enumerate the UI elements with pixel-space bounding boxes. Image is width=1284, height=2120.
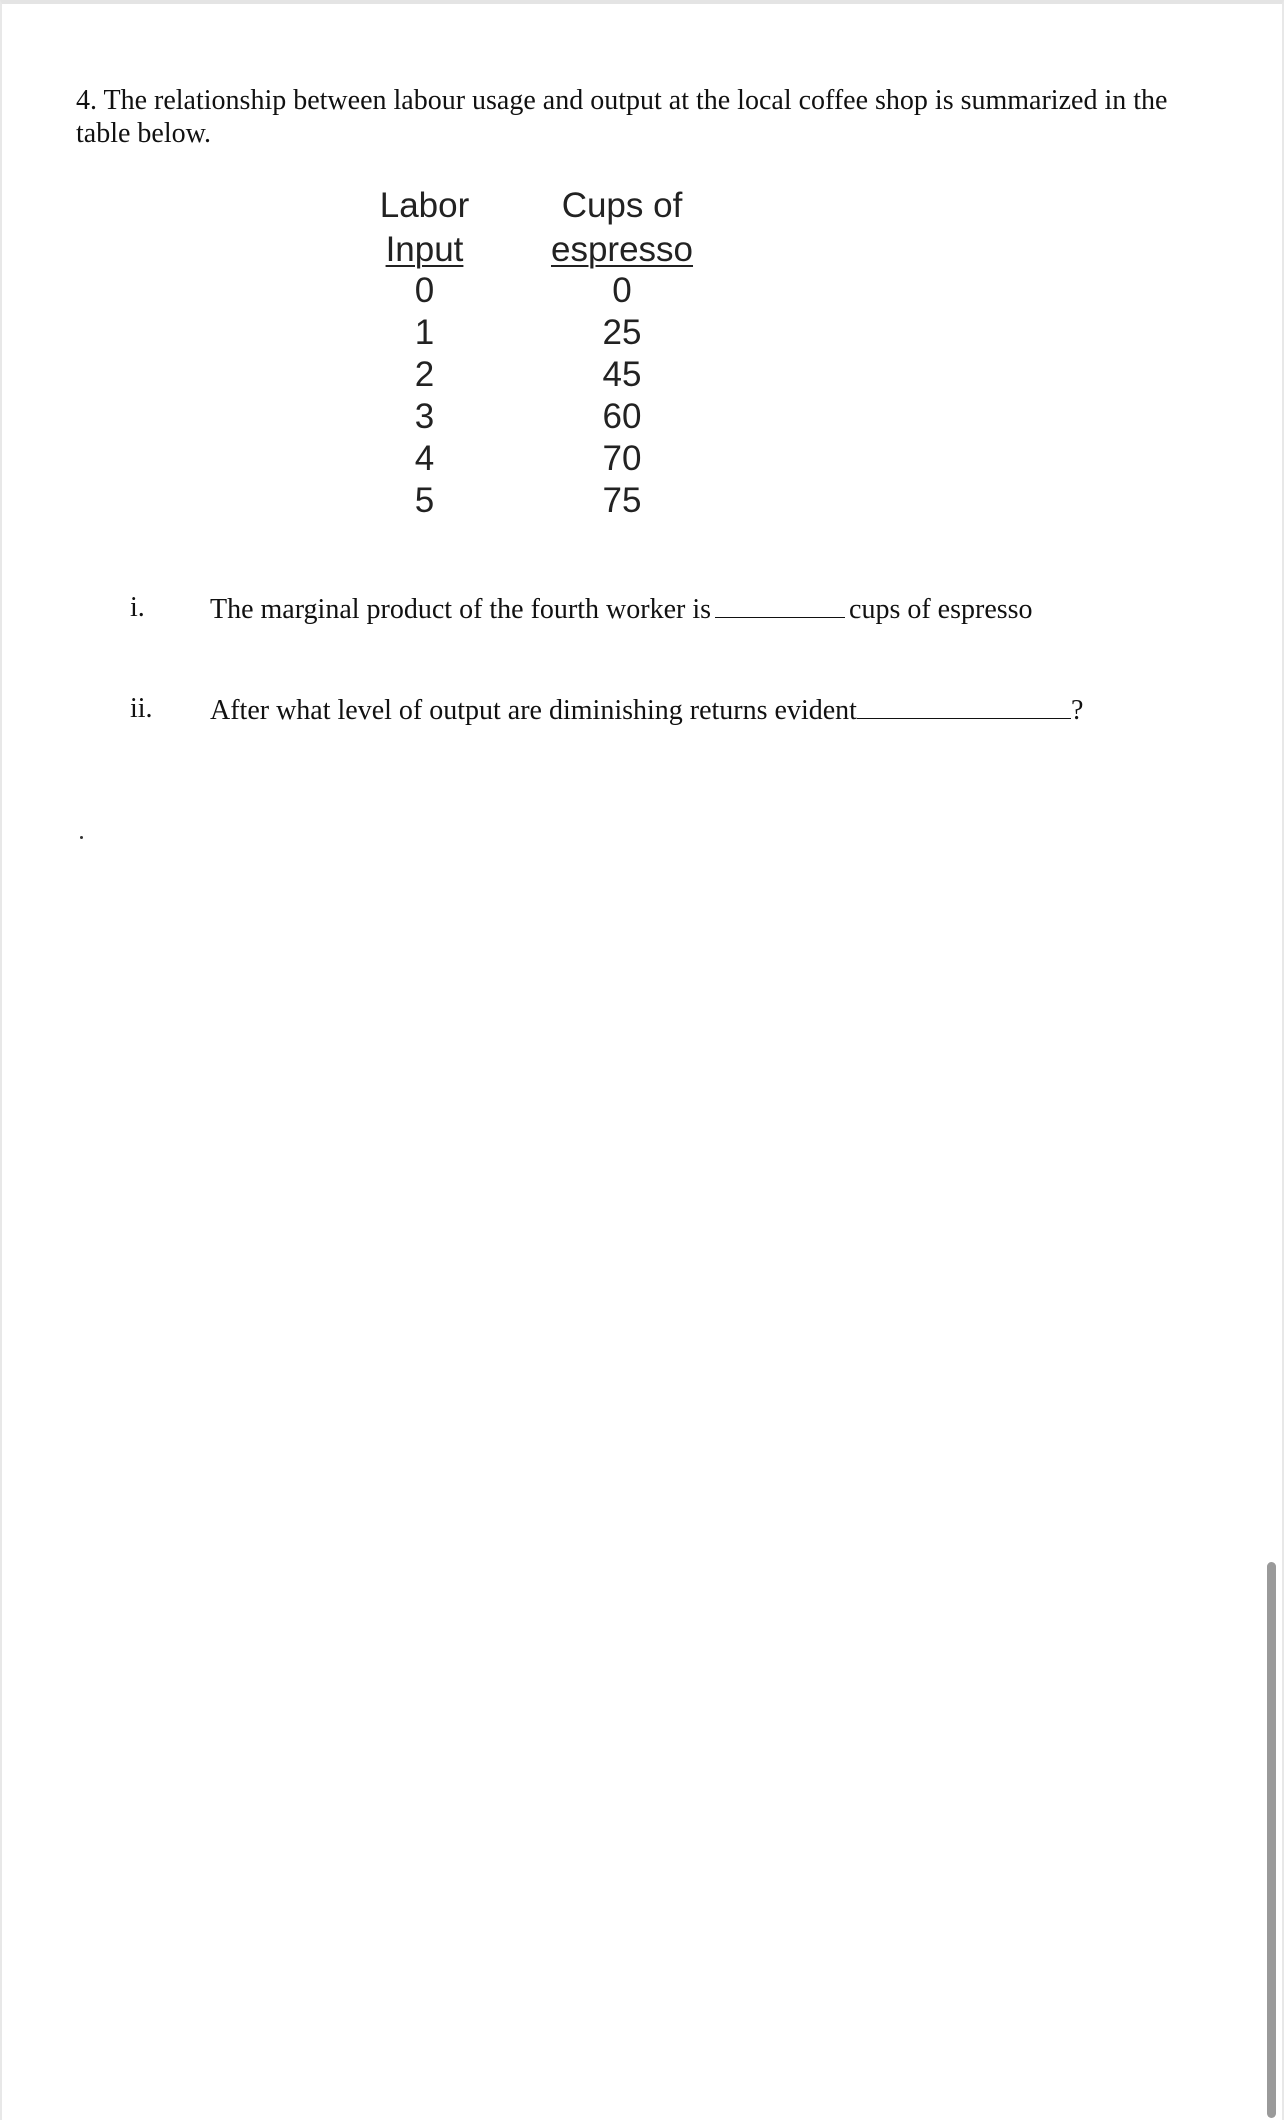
sub-question-suffix: ? <box>1070 695 1084 726</box>
cups-header-line1: Cups of <box>561 186 683 225</box>
sub-question-text: After what level of output are diminishing returns evident <box>210 695 857 726</box>
labor-value: 5 <box>414 481 435 520</box>
labor-value: 2 <box>414 355 435 394</box>
labor-header-line1: Labor <box>379 186 470 225</box>
sub-question-number: ii. <box>130 693 153 724</box>
cups-value: 60 <box>602 397 642 436</box>
answer-blank[interactable] <box>857 692 1071 719</box>
vertical-scrollbar[interactable] <box>1267 1562 1276 2118</box>
labor-output-table <box>362 184 742 520</box>
cups-value: 70 <box>602 439 642 478</box>
stray-dot-mark <box>80 836 83 839</box>
labor-header-line2: Input <box>385 230 464 269</box>
question-text: 4. The relationship between labour usage and output at the local coffee shop is summarized in the table below. <box>76 85 1168 149</box>
labor-value: 4 <box>414 439 435 478</box>
cups-value: 0 <box>612 271 632 310</box>
sub-question-number: i. <box>130 592 145 623</box>
sub-question-text: The marginal product of the fourth worker is <box>210 594 712 625</box>
labor-value: 3 <box>414 397 435 436</box>
sub-question-suffix: cups of espresso <box>849 594 1033 625</box>
labor-value: 1 <box>414 313 435 352</box>
cups-espresso-column <box>542 184 702 522</box>
answer-blank[interactable] <box>715 591 845 618</box>
cups-value: 45 <box>602 355 642 394</box>
labor-value: 0 <box>414 271 435 310</box>
labor-input-column <box>362 184 487 522</box>
cups-value: 25 <box>602 313 642 352</box>
cups-value: 75 <box>602 481 642 520</box>
cups-header-line2: espresso <box>550 230 694 269</box>
